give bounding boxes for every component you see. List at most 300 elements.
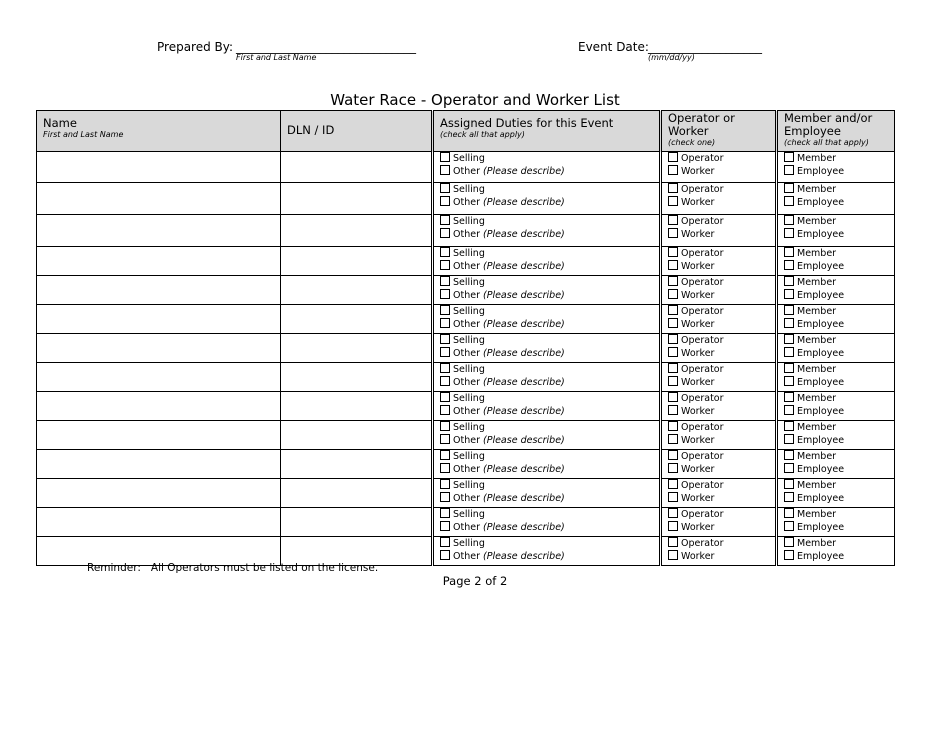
other-note: (Please describe) <box>483 406 565 417</box>
employee-checkbox[interactable] <box>784 165 794 175</box>
other-option[interactable] <box>434 347 659 360</box>
operator-checkbox[interactable] <box>668 450 678 460</box>
member-checkbox[interactable] <box>784 392 794 402</box>
operator-checkbox[interactable] <box>668 392 678 402</box>
employee-checkbox[interactable] <box>784 196 794 206</box>
table-row <box>37 152 895 183</box>
col-header-member-employee <box>777 111 895 152</box>
member-option[interactable] <box>778 215 894 228</box>
worker-checkbox[interactable] <box>668 165 678 175</box>
selling-checkbox[interactable] <box>440 334 450 344</box>
other-label: Other <box>453 348 480 359</box>
member-checkbox[interactable] <box>784 152 794 162</box>
worker-checkbox[interactable] <box>668 492 678 502</box>
other-label: Other <box>453 166 480 177</box>
name-cell[interactable] <box>37 421 281 450</box>
employee-option[interactable] <box>778 318 894 331</box>
dln-cell[interactable] <box>281 334 433 363</box>
worker-option[interactable] <box>662 165 775 178</box>
selling-option[interactable] <box>434 152 659 165</box>
operator-worker-cell <box>661 334 777 363</box>
worker-label: Worker <box>681 377 715 388</box>
operator-worker-cell <box>661 479 777 508</box>
dln-cell[interactable] <box>281 392 433 421</box>
employee-option[interactable] <box>778 521 894 534</box>
other-option[interactable] <box>434 260 659 273</box>
selling-checkbox[interactable] <box>440 479 450 489</box>
other-option[interactable] <box>434 434 659 447</box>
employee-label: Employee <box>797 522 845 533</box>
col-header-name <box>37 111 281 152</box>
operator-checkbox[interactable] <box>668 421 678 431</box>
operator-worker-cell <box>661 421 777 450</box>
employee-option[interactable] <box>778 165 894 178</box>
member-checkbox[interactable] <box>784 508 794 518</box>
name-cell[interactable] <box>37 450 281 479</box>
operator-option[interactable] <box>662 537 775 550</box>
operator-label: Operator <box>681 248 724 259</box>
selling-label: Selling <box>453 364 485 375</box>
other-checkbox[interactable] <box>440 196 450 206</box>
member-option[interactable] <box>778 479 894 492</box>
other-note: (Please describe) <box>483 348 565 359</box>
operator-worker-cell <box>661 305 777 334</box>
operator-label: Operator <box>681 451 724 462</box>
selling-label: Selling <box>453 393 485 404</box>
selling-label: Selling <box>453 451 485 462</box>
operator-option[interactable] <box>662 508 775 521</box>
other-option[interactable] <box>434 289 659 302</box>
duties-cell <box>433 363 661 392</box>
operator-worker-cell <box>661 537 777 566</box>
operator-label: Operator <box>681 480 724 491</box>
other-note: (Please describe) <box>483 166 565 177</box>
employee-checkbox[interactable] <box>784 550 794 560</box>
worker-checkbox[interactable] <box>668 318 678 328</box>
selling-checkbox[interactable] <box>440 392 450 402</box>
duties-cell <box>433 421 661 450</box>
member-employee-cell <box>777 537 895 566</box>
worker-label: Worker <box>681 261 715 272</box>
worker-option[interactable] <box>662 228 775 241</box>
name-cell[interactable] <box>37 508 281 537</box>
operator-option[interactable] <box>662 215 775 228</box>
col-name-label: Name <box>43 116 77 130</box>
worker-option[interactable] <box>662 318 775 331</box>
dln-cell[interactable] <box>281 215 433 247</box>
operator-worker-cell <box>661 508 777 537</box>
operator-checkbox[interactable] <box>668 152 678 162</box>
member-checkbox[interactable] <box>784 450 794 460</box>
page-title: Water Race - Operator and Worker List <box>330 91 620 109</box>
other-option[interactable] <box>434 463 659 476</box>
member-employee-cell <box>777 305 895 334</box>
employee-checkbox[interactable] <box>784 521 794 531</box>
other-label: Other <box>453 197 480 208</box>
other-option[interactable] <box>434 318 659 331</box>
event-date-label: Event Date: <box>578 40 649 54</box>
operator-option[interactable] <box>662 276 775 289</box>
other-checkbox[interactable] <box>440 260 450 270</box>
member-label: Member <box>797 248 837 259</box>
member-employee-cell <box>777 421 895 450</box>
worker-label: Worker <box>681 493 715 504</box>
worker-checkbox[interactable] <box>668 521 678 531</box>
member-option[interactable] <box>778 247 894 260</box>
operator-worker-cell <box>661 363 777 392</box>
worker-checkbox[interactable] <box>668 347 678 357</box>
worker-option[interactable] <box>662 347 775 360</box>
other-option[interactable] <box>434 550 659 563</box>
employee-option[interactable] <box>778 550 894 563</box>
member-option[interactable] <box>778 363 894 376</box>
selling-option[interactable] <box>434 183 659 196</box>
worker-table <box>36 110 895 566</box>
worker-option[interactable] <box>662 434 775 447</box>
name-cell[interactable] <box>37 334 281 363</box>
other-option[interactable] <box>434 376 659 389</box>
member-label: Member <box>797 422 837 433</box>
other-label: Other <box>453 229 480 240</box>
worker-checkbox[interactable] <box>668 289 678 299</box>
operator-label: Operator <box>681 277 724 288</box>
selling-label: Selling <box>453 153 485 164</box>
worker-checkbox[interactable] <box>668 260 678 270</box>
worker-checkbox[interactable] <box>668 550 678 560</box>
duties-cell <box>433 305 661 334</box>
col-mem-label: Member and/or Employee <box>784 111 873 138</box>
operator-option[interactable] <box>662 183 775 196</box>
operator-label: Operator <box>681 422 724 433</box>
dln-cell[interactable] <box>281 152 433 183</box>
employee-checkbox[interactable] <box>784 376 794 386</box>
employee-option[interactable] <box>778 196 894 209</box>
col-header-dln <box>281 111 433 152</box>
operator-option[interactable] <box>662 450 775 463</box>
employee-label: Employee <box>797 493 845 504</box>
member-employee-cell <box>777 247 895 276</box>
member-checkbox[interactable] <box>784 215 794 225</box>
operator-option[interactable] <box>662 305 775 318</box>
other-checkbox[interactable] <box>440 434 450 444</box>
employee-option[interactable] <box>778 376 894 389</box>
selling-checkbox[interactable] <box>440 508 450 518</box>
worker-label: Worker <box>681 551 715 562</box>
dln-cell[interactable] <box>281 479 433 508</box>
prepared-by-field[interactable]: ______________________________ <box>236 40 416 54</box>
worker-checkbox[interactable] <box>668 228 678 238</box>
member-label: Member <box>797 335 837 346</box>
operator-worker-cell <box>661 247 777 276</box>
selling-label: Selling <box>453 216 485 227</box>
employee-checkbox[interactable] <box>784 492 794 502</box>
table-row <box>37 508 895 537</box>
employee-label: Employee <box>797 229 845 240</box>
member-label: Member <box>797 451 837 462</box>
employee-option[interactable] <box>778 463 894 476</box>
table-row <box>37 215 895 247</box>
name-cell[interactable] <box>37 363 281 392</box>
duties-cell <box>433 215 661 247</box>
member-option[interactable] <box>778 334 894 347</box>
selling-checkbox[interactable] <box>440 421 450 431</box>
employee-checkbox[interactable] <box>784 318 794 328</box>
member-option[interactable] <box>778 508 894 521</box>
employee-checkbox[interactable] <box>784 347 794 357</box>
operator-worker-cell <box>661 152 777 183</box>
table-row <box>37 334 895 363</box>
member-label: Member <box>797 277 837 288</box>
member-option[interactable] <box>778 276 894 289</box>
employee-label: Employee <box>797 348 845 359</box>
member-employee-cell <box>777 215 895 247</box>
dln-cell[interactable] <box>281 305 433 334</box>
member-option[interactable] <box>778 392 894 405</box>
employee-option[interactable] <box>778 289 894 302</box>
member-label: Member <box>797 480 837 491</box>
member-checkbox[interactable] <box>784 305 794 315</box>
worker-label: Worker <box>681 348 715 359</box>
selling-option[interactable] <box>434 392 659 405</box>
selling-checkbox[interactable] <box>440 215 450 225</box>
operator-checkbox[interactable] <box>668 508 678 518</box>
employee-checkbox[interactable] <box>784 289 794 299</box>
table-row <box>37 247 895 276</box>
other-checkbox[interactable] <box>440 550 450 560</box>
employee-option[interactable] <box>778 347 894 360</box>
selling-option[interactable] <box>434 537 659 550</box>
selling-option[interactable] <box>434 305 659 318</box>
other-checkbox[interactable] <box>440 318 450 328</box>
worker-option[interactable] <box>662 260 775 273</box>
employee-checkbox[interactable] <box>784 405 794 415</box>
member-option[interactable] <box>778 421 894 434</box>
operator-option[interactable] <box>662 334 775 347</box>
name-cell[interactable] <box>37 392 281 421</box>
dln-cell[interactable] <box>281 508 433 537</box>
name-cell[interactable] <box>37 215 281 247</box>
member-option[interactable] <box>778 183 894 196</box>
selling-option[interactable] <box>434 450 659 463</box>
dln-cell[interactable] <box>281 183 433 215</box>
selling-option[interactable] <box>434 363 659 376</box>
selling-checkbox[interactable] <box>440 450 450 460</box>
worker-option[interactable] <box>662 376 775 389</box>
page-number: Page 2 of 2 <box>442 574 508 588</box>
operator-checkbox[interactable] <box>668 276 678 286</box>
other-option[interactable] <box>434 492 659 505</box>
selling-checkbox[interactable] <box>440 183 450 193</box>
other-label: Other <box>453 435 480 446</box>
worker-option[interactable] <box>662 289 775 302</box>
other-note: (Please describe) <box>483 197 565 208</box>
operator-option[interactable] <box>662 421 775 434</box>
other-label: Other <box>453 464 480 475</box>
operator-worker-cell <box>661 450 777 479</box>
name-cell[interactable] <box>37 305 281 334</box>
other-label: Other <box>453 261 480 272</box>
other-checkbox[interactable] <box>440 405 450 415</box>
other-checkbox[interactable] <box>440 376 450 386</box>
worker-checkbox[interactable] <box>668 196 678 206</box>
other-checkbox[interactable] <box>440 347 450 357</box>
worker-label: Worker <box>681 229 715 240</box>
member-label: Member <box>797 393 837 404</box>
employee-option[interactable] <box>778 405 894 418</box>
dln-cell[interactable] <box>281 363 433 392</box>
operator-checkbox[interactable] <box>668 305 678 315</box>
selling-option[interactable] <box>434 508 659 521</box>
selling-checkbox[interactable] <box>440 305 450 315</box>
other-option[interactable] <box>434 521 659 534</box>
member-option[interactable] <box>778 450 894 463</box>
selling-option[interactable] <box>434 247 659 260</box>
worker-option[interactable] <box>662 463 775 476</box>
worker-label: Worker <box>681 166 715 177</box>
worker-checkbox[interactable] <box>668 405 678 415</box>
name-cell[interactable] <box>37 152 281 183</box>
other-checkbox[interactable] <box>440 165 450 175</box>
other-checkbox[interactable] <box>440 289 450 299</box>
duties-cell <box>433 537 661 566</box>
employee-label: Employee <box>797 261 845 272</box>
table-row <box>37 183 895 215</box>
operator-checkbox[interactable] <box>668 215 678 225</box>
operator-worker-cell <box>661 276 777 305</box>
worker-checkbox[interactable] <box>668 376 678 386</box>
other-note: (Please describe) <box>483 493 565 504</box>
worker-option[interactable] <box>662 196 775 209</box>
other-label: Other <box>453 377 480 388</box>
prepared-by-label: Prepared By: <box>157 40 234 54</box>
worker-label: Worker <box>681 464 715 475</box>
operator-option[interactable] <box>662 152 775 165</box>
other-note: (Please describe) <box>483 551 565 562</box>
selling-option[interactable] <box>434 421 659 434</box>
worker-option[interactable] <box>662 550 775 563</box>
other-checkbox[interactable] <box>440 463 450 473</box>
selling-checkbox[interactable] <box>440 152 450 162</box>
member-checkbox[interactable] <box>784 421 794 431</box>
member-checkbox[interactable] <box>784 363 794 373</box>
dln-cell[interactable] <box>281 276 433 305</box>
worker-option[interactable] <box>662 492 775 505</box>
other-checkbox[interactable] <box>440 228 450 238</box>
other-label: Other <box>453 551 480 562</box>
member-checkbox[interactable] <box>784 183 794 193</box>
worker-option[interactable] <box>662 521 775 534</box>
other-note: (Please describe) <box>483 229 565 240</box>
duties-cell <box>433 334 661 363</box>
operator-label: Operator <box>681 153 724 164</box>
other-checkbox[interactable] <box>440 492 450 502</box>
operator-label: Operator <box>681 335 724 346</box>
name-cell[interactable] <box>37 247 281 276</box>
employee-option[interactable] <box>778 492 894 505</box>
operator-checkbox[interactable] <box>668 183 678 193</box>
employee-option[interactable] <box>778 260 894 273</box>
event-date-field[interactable]: ___________________ <box>648 40 762 54</box>
dln-cell[interactable] <box>281 450 433 479</box>
name-cell[interactable] <box>37 479 281 508</box>
member-option[interactable] <box>778 305 894 318</box>
operator-checkbox[interactable] <box>668 537 678 547</box>
duties-cell <box>433 183 661 215</box>
name-cell[interactable] <box>37 183 281 215</box>
selling-checkbox[interactable] <box>440 363 450 373</box>
operator-checkbox[interactable] <box>668 334 678 344</box>
worker-label: Worker <box>681 290 715 301</box>
other-note: (Please describe) <box>483 435 565 446</box>
duties-cell <box>433 508 661 537</box>
operator-option[interactable] <box>662 479 775 492</box>
other-option[interactable] <box>434 196 659 209</box>
other-note: (Please describe) <box>483 377 565 388</box>
employee-label: Employee <box>797 377 845 388</box>
employee-option[interactable] <box>778 228 894 241</box>
member-checkbox[interactable] <box>784 537 794 547</box>
other-label: Other <box>453 522 480 533</box>
operator-option[interactable] <box>662 247 775 260</box>
member-option[interactable] <box>778 537 894 550</box>
member-checkbox[interactable] <box>784 276 794 286</box>
selling-checkbox[interactable] <box>440 537 450 547</box>
selling-option[interactable] <box>434 276 659 289</box>
member-checkbox[interactable] <box>784 479 794 489</box>
employee-checkbox[interactable] <box>784 434 794 444</box>
dln-cell[interactable] <box>281 421 433 450</box>
employee-checkbox[interactable] <box>784 260 794 270</box>
other-option[interactable] <box>434 228 659 241</box>
dln-cell[interactable] <box>281 247 433 276</box>
member-option[interactable] <box>778 152 894 165</box>
operator-label: Operator <box>681 216 724 227</box>
worker-checkbox[interactable] <box>668 434 678 444</box>
other-checkbox[interactable] <box>440 521 450 531</box>
employee-option[interactable] <box>778 434 894 447</box>
selling-checkbox[interactable] <box>440 247 450 257</box>
employee-checkbox[interactable] <box>784 463 794 473</box>
member-checkbox[interactable] <box>784 334 794 344</box>
selling-option[interactable] <box>434 334 659 347</box>
member-checkbox[interactable] <box>784 247 794 257</box>
worker-checkbox[interactable] <box>668 463 678 473</box>
operator-label: Operator <box>681 509 724 520</box>
selling-checkbox[interactable] <box>440 276 450 286</box>
operator-checkbox[interactable] <box>668 247 678 257</box>
duties-cell <box>433 392 661 421</box>
name-cell[interactable] <box>37 276 281 305</box>
employee-checkbox[interactable] <box>784 228 794 238</box>
duties-cell <box>433 247 661 276</box>
other-note: (Please describe) <box>483 319 565 330</box>
operator-worker-cell <box>661 215 777 247</box>
duties-cell <box>433 152 661 183</box>
selling-option[interactable] <box>434 479 659 492</box>
employee-label: Employee <box>797 319 845 330</box>
member-label: Member <box>797 538 837 549</box>
operator-checkbox[interactable] <box>668 363 678 373</box>
worker-option[interactable] <box>662 405 775 418</box>
member-label: Member <box>797 509 837 520</box>
operator-option[interactable] <box>662 363 775 376</box>
operator-checkbox[interactable] <box>668 479 678 489</box>
other-option[interactable] <box>434 405 659 418</box>
selling-option[interactable] <box>434 215 659 228</box>
other-option[interactable] <box>434 165 659 178</box>
table-row <box>37 276 895 305</box>
operator-option[interactable] <box>662 392 775 405</box>
